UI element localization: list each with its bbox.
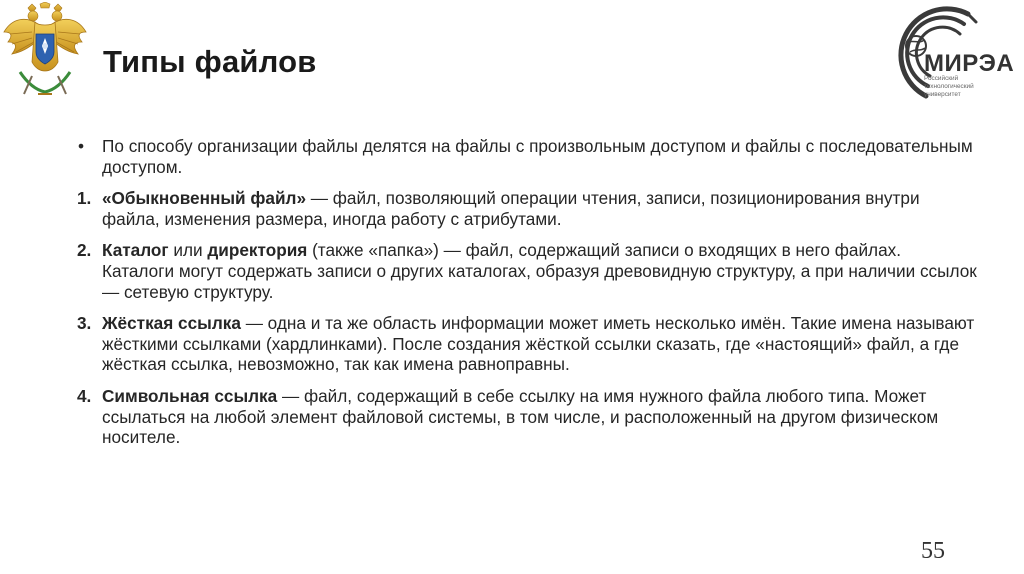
list-item-number: 2. — [77, 240, 92, 261]
list-item-term: Каталог — [102, 240, 169, 261]
list-item-term-secondary: директория — [207, 240, 308, 261]
mirea-logo-icon — [868, 0, 1024, 104]
list-item-regular-file — [77, 188, 977, 229]
slide-title: Типы файлов — [103, 44, 317, 79]
list-item-text: — файл, позволяющий операции чтения, записи, позиционирования внутри файла, изменения размера, иногда работу с атрибутами. — [102, 188, 920, 229]
page-number: 55 — [921, 538, 945, 564]
list-item-term: Жёсткая ссылка — [102, 313, 241, 334]
logo-subtitle-line-3: университет — [924, 91, 961, 98]
list-item-number: 3. — [77, 313, 92, 334]
slide-content — [77, 136, 977, 459]
logo-subtitle-line-2: технологический — [924, 83, 974, 90]
list-item-text: (также «папка») — файл, содержащий записи о входящих в него файлах. Каталоги могут содержать записи о других каталогах, образуя древовидную структуру, а при наличии ссылок — сетевую структуру. — [102, 240, 977, 302]
intro-text: По способу организации файлы делятся на файлы с произвольным доступом и файлы с последовательным доступом. — [102, 136, 973, 177]
university-logo — [868, 0, 1024, 104]
list-item-text: — файл, содержащий в себе ссылку на имя нужного файла любого типа. Может ссылаться на любой элемент файловой системы, в том числе, и расположенный на другом физическом носителе. — [102, 385, 939, 448]
list-item-number: 1. — [77, 188, 92, 209]
list-item-number: 4. — [77, 385, 92, 406]
intro-paragraph — [77, 136, 977, 177]
list-item-symbolic-link — [77, 386, 977, 448]
list-item-connector: или — [168, 240, 208, 261]
logo-subtitle-line-1: Российский — [924, 75, 959, 82]
list-item-directory — [77, 240, 977, 302]
bullet-marker: • — [78, 136, 85, 156]
logo-wordmark: МИРЭА — [924, 50, 1015, 77]
list-item-text: — одна и та же область информации может иметь несколько имён. Такие имена называют жёсткими ссылками (хардлинками). После создания жёсткой ссылки сказать, где «настоящий» файл, а где жёсткая ссылка, невозможно, так как имена равноправны. — [102, 313, 975, 375]
ministry-emblem-icon — [2, 2, 88, 100]
list-item-hard-link — [77, 313, 977, 375]
list-item-term: «Обыкновенный файл» — [102, 188, 307, 209]
list-item-term: Символьная ссылка — [102, 385, 278, 406]
